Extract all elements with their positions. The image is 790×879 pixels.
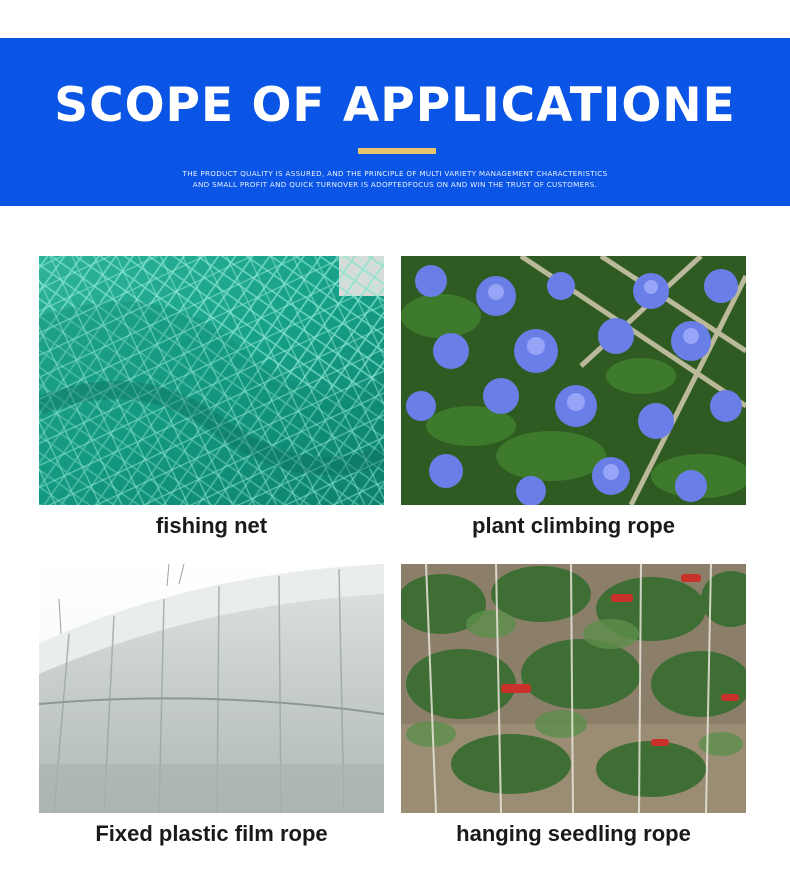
caption-plant-climbing-rope: plant climbing rope (472, 513, 675, 538)
seedling-rope-photo (401, 564, 746, 813)
plant-climbing-photo (401, 256, 746, 505)
header-banner (0, 38, 790, 206)
caption-fixed-plastic-film-rope: Fixed plastic film rope (95, 821, 328, 846)
greenhouse-film-photo (39, 564, 384, 813)
caption-fishing-net: fishing net (155, 513, 268, 538)
subtitle-line-1: THE PRODUCT QUALITY IS ASSURED, AND THE PRINCIPLE OF MULTI VARIETY MANAGEMENT CHARACTERISTICS (182, 169, 608, 178)
subtitle-line-2: AND SMALL PROFIT AND QUICK TURNOVER IS ADOPTEDFOCUS ON AND WIN THE TRUST OF CUSTOMERS. (192, 180, 598, 189)
page-title: SCOPE OF APPLICATIONE (54, 78, 736, 133)
caption-hanging-seedling-rope: hanging seedling rope (456, 821, 691, 846)
title-underline-accent (358, 148, 436, 154)
fishing-net-photo (39, 256, 384, 505)
